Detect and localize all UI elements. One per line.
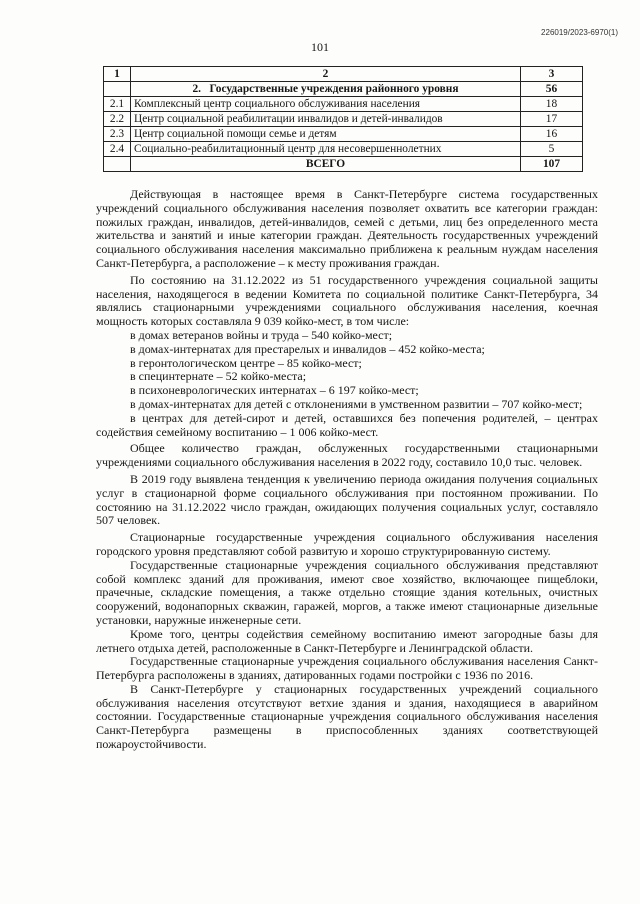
page-number: 101 bbox=[311, 40, 329, 54]
row-num: 2.3 bbox=[104, 127, 131, 142]
table-total-row bbox=[104, 157, 583, 172]
paragraph-capacity: По состоянию на 31.12.2022 из 51 государственного учреждения социальной защиты населения, находящегося в ведении Комитета по социальной политике Санкт-Петербурга, 34 являлись стационарными учреждениями социального обслуживания населения, коечная мощность которых составляла 9 039 койко-мест, в том числе: bbox=[96, 272, 598, 329]
section-num-cell bbox=[104, 82, 131, 97]
row-value: 17 bbox=[521, 112, 583, 127]
institutions-table bbox=[103, 66, 583, 172]
table-row bbox=[104, 112, 583, 127]
paragraph-intro: Действующая в настоящее время в Санкт-Петербурге система государственных учреждений социального обслуживания населения позволяет охватить все категории граждан: пожилых граждан, инвалидов, детей-инвалидов, семей с детьми, лиц без определенного места жительства и занятий и иные категории граждан. Деятельность государственных учреждений социального обслуживания населения максимально приближена к реальным нуждам населения Санкт-Петербурга, а расположение – к месту проживания граждан. bbox=[96, 187, 598, 270]
section-value: 56 bbox=[521, 82, 583, 97]
header-col-3: 3 bbox=[521, 67, 583, 82]
body-text bbox=[96, 188, 598, 752]
paragraph-complex: Государственные стационарные учреждения социального обслуживания представляют собой комплекс зданий для проживания, имеют свое хозяйство, включающее пищеблоки, прачечные, складские помещения, а также отдельно стоящие здания котельных, очистных сооружений, водонапорных скважин, гаражей, моргов, а также имеют стационарные дизельные установки, наружные инженерные сети. bbox=[96, 557, 598, 627]
paragraph-bases: Кроме того, центры содействия семейному воспитанию имеют загородные базы для летнего отдыха детей, расположенные в Санкт-Петербурге и Ленинградской области. bbox=[96, 626, 598, 655]
paragraph-buildings: Государственные стационарные учреждения социального обслуживания населения Санкт-Петербурга расположены в зданиях, датированных годами постройки с 1936 по 2016. bbox=[96, 654, 598, 683]
paragraph-served: Общее количество граждан, обслуженных государственными стационарными учреждениями социального обслуживания населения в 2022 году, составило 10,0 тыс. человек. bbox=[96, 441, 598, 470]
table-section-row bbox=[104, 82, 583, 97]
row-num: 2.2 bbox=[104, 112, 131, 127]
paragraph-condition: В Санкт-Петербурге у стационарных государственных учреждений социального обслуживания населения отсутствуют ветхие здания и здания, находящиеся в аварийном состоянии. Государственные стационарные учреждения социального обслуживания населения Санкт-Петербурга размещены в приспособленных зданиях соответствующей пожароустойчивости. bbox=[96, 681, 598, 752]
row-name: Комплексный центр социального обслуживания населения bbox=[131, 97, 521, 112]
row-num: 2.1 bbox=[104, 97, 131, 112]
header-col-1: 1 bbox=[104, 67, 131, 82]
table-row bbox=[104, 97, 583, 112]
paragraph-waiting: В 2019 году выявлена тенденция к увеличению периода ожидания получения социальных услуг в стационарной форме социального обслуживания при постоянном проживании. По состоянию на 31.12.2022 число граждан, ожидающих получения социальных услуг, составляло 507 человек. bbox=[96, 471, 598, 528]
list-item: в центрах для детей-сирот и детей, оставшихся без попечения родителей, – центрах содействия семейному воспитанию – 1 006 койко-мест. bbox=[96, 410, 598, 439]
row-value: 16 bbox=[521, 127, 583, 142]
section-title: 2. Государственные учреждения районного уровня bbox=[131, 82, 521, 97]
row-name: Центр социальной помощи семье и детям bbox=[131, 127, 521, 142]
table-row bbox=[104, 142, 583, 157]
row-name: Социально-реабилитационный центр для несовершеннолетних bbox=[131, 142, 521, 157]
list-item: в домах ветеранов войны и труда – 540 койко-мест; bbox=[130, 327, 393, 342]
document-id: 226019/2023-6970(1) bbox=[541, 28, 618, 37]
row-name: Центр социальной реабилитации инвалидов и детей-инвалидов bbox=[131, 112, 521, 127]
row-value: 18 bbox=[521, 97, 583, 112]
row-num: 2.4 bbox=[104, 142, 131, 157]
total-label: ВСЕГО bbox=[131, 157, 521, 172]
list-item: в психоневрологических интернатах – 6 197 койко-мест; bbox=[130, 383, 419, 398]
total-num-cell bbox=[104, 157, 131, 172]
list-item: в специнтернате – 52 койко-места; bbox=[130, 369, 307, 384]
list-item: в геронтологическом центре – 85 койко-мест; bbox=[130, 355, 362, 370]
total-value: 107 bbox=[521, 157, 583, 172]
list-item: в домах-интернатах для детей с отклонениями в умственном развитии – 707 койко-мест; bbox=[130, 396, 583, 411]
header-col-2: 2 bbox=[131, 67, 521, 82]
list-item: в домах-интернатах для престарелых и инвалидов – 452 койко-места; bbox=[130, 341, 485, 356]
table-header-row bbox=[104, 67, 583, 82]
table-row bbox=[104, 127, 583, 142]
paragraph-system: Стационарные государственные учреждения социального обслуживания населения городского уровня представляют собой развитую и хорошо структурированную систему. bbox=[96, 530, 598, 558]
row-value: 5 bbox=[521, 142, 583, 157]
